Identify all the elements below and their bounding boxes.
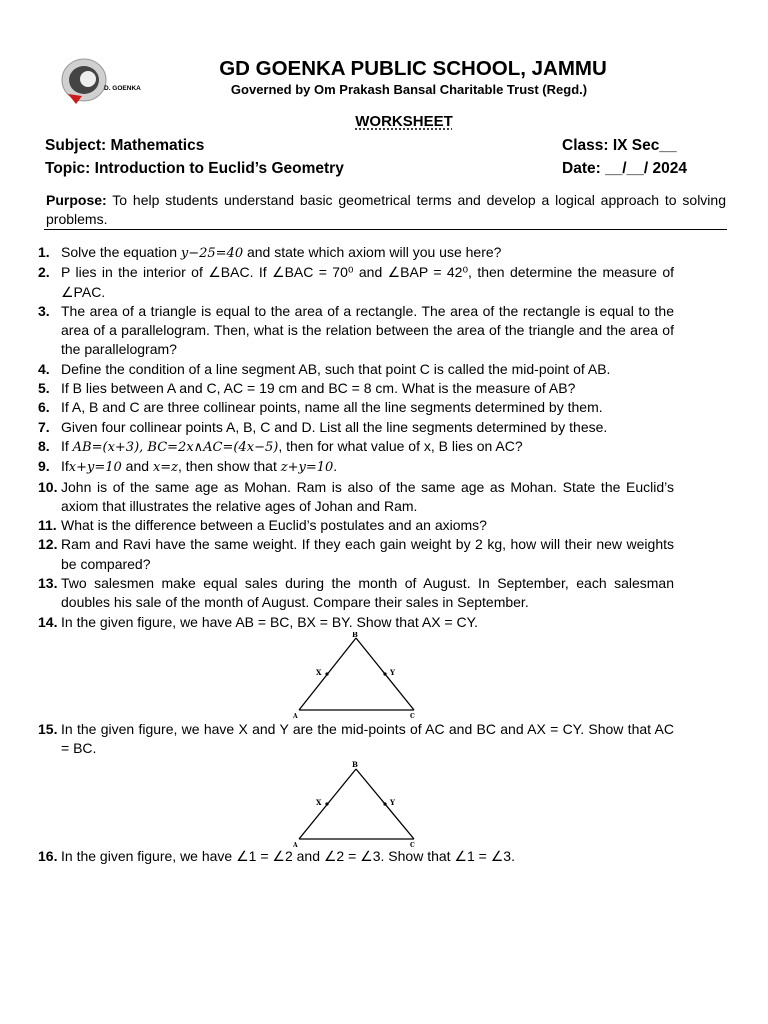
- question: 1. Solve the equation y−25=40 and state which axiom will you use here?: [38, 244, 502, 261]
- question: 5. If B lies between A and C, AC = 19 cm and BC = 8 cm. What is the measure of AB?: [38, 380, 576, 397]
- header-divider: [44, 229, 727, 230]
- question: 4. Define the condition of a line segment AB, such that point C is called the mid-point of AB.: [38, 360, 611, 377]
- question: 13. Two salesmen make equal sales during the month of August. In September, each salesman doubles his sale of the month of August. Compare their sales in September.: [38, 575, 674, 611]
- date: Date: __/__/ 2024: [562, 160, 687, 177]
- svg-text:C: C: [410, 712, 415, 720]
- triangle-figure-q14: [286, 632, 426, 720]
- svg-text:X: X: [316, 667, 322, 677]
- triangle-figure-q15: [286, 759, 426, 847]
- logo-text: D. GOENKA: [104, 85, 141, 92]
- svg-text:B: B: [352, 631, 358, 639]
- svg-text:Y: Y: [390, 667, 395, 677]
- school-name: GD GOENKA PUBLIC SCHOOL, JAMMU: [219, 57, 607, 80]
- question-list: [38, 243, 674, 866]
- worksheet-title: WORKSHEET: [355, 113, 453, 130]
- governed-by: Governed by Om Prakash Bansal Charitable Trust (Regd.): [230, 82, 588, 97]
- class-date-block: [562, 134, 687, 180]
- purpose: Purpose: To help students understand basic geometrical terms and develop a logical approach to solving problems.: [46, 192, 726, 227]
- class: Class: IX Sec__: [562, 137, 677, 154]
- question: 8. If AB=(x+3), BC=2x∧AC=(4x−5), then for what value of x, B lies on AC?: [38, 437, 523, 455]
- svg-text:X: X: [316, 797, 322, 807]
- question: 9. Ifx+y=10 and x=z, then show that z+y=10.: [38, 458, 338, 476]
- svg-text:B: B: [352, 759, 358, 769]
- svg-text:A: A: [293, 712, 298, 720]
- question: 14. In the given figure, we have AB = BC, BX = BY. Show that AX = CY.: [38, 613, 479, 630]
- svg-text:Y: Y: [390, 797, 395, 807]
- question: 6. If A, B and C are three collinear points, name all the line segments determined by them.: [38, 399, 603, 416]
- question: 7. Given four collinear points A, B, C and D. List all the line segments determined by these.: [38, 418, 608, 435]
- subject: Subject: Mathematics: [45, 137, 205, 154]
- question: 11. What is the difference between a Euclid’s postulates and an axioms?: [38, 517, 487, 534]
- subject-topic-block: [45, 134, 344, 180]
- svg-text:A: A: [293, 841, 298, 847]
- question: 12. Ram and Ravi have the same weight. If they each gain weight by 2 kg, how will their new weights be compared?: [38, 536, 674, 572]
- topic: Topic: Introduction to Euclid’s Geometry: [45, 160, 344, 177]
- question: 15. In the given figure, we have X and Y are the mid-points of AC and BC and AX = CY. Show that AC = BC.: [38, 720, 674, 757]
- question: 2. P lies in the interior of ∠BAC. If ∠BAC = 70⁰ and ∠BAP = 42⁰, then determine the measure of ∠PAC.: [38, 264, 674, 300]
- question: 3. The area of a triangle is equal to the area of a rectangle. The area of the rectangle is equal to the area of a parallelogram. Then, what is the relation between the area of the triangle and the area of the parallelogram?: [38, 302, 674, 358]
- question: 16. In the given figure, we have ∠1 = ∠2 and ∠2 = ∠3. Show that ∠1 = ∠3.: [38, 847, 515, 864]
- svg-text:C: C: [410, 841, 415, 847]
- question: 10. John is of the same age as Mohan. Ram is also of the same age as Mohan. State the Euclid’s axiom that illustrates the relative ages of Johan and Ram.: [38, 478, 674, 514]
